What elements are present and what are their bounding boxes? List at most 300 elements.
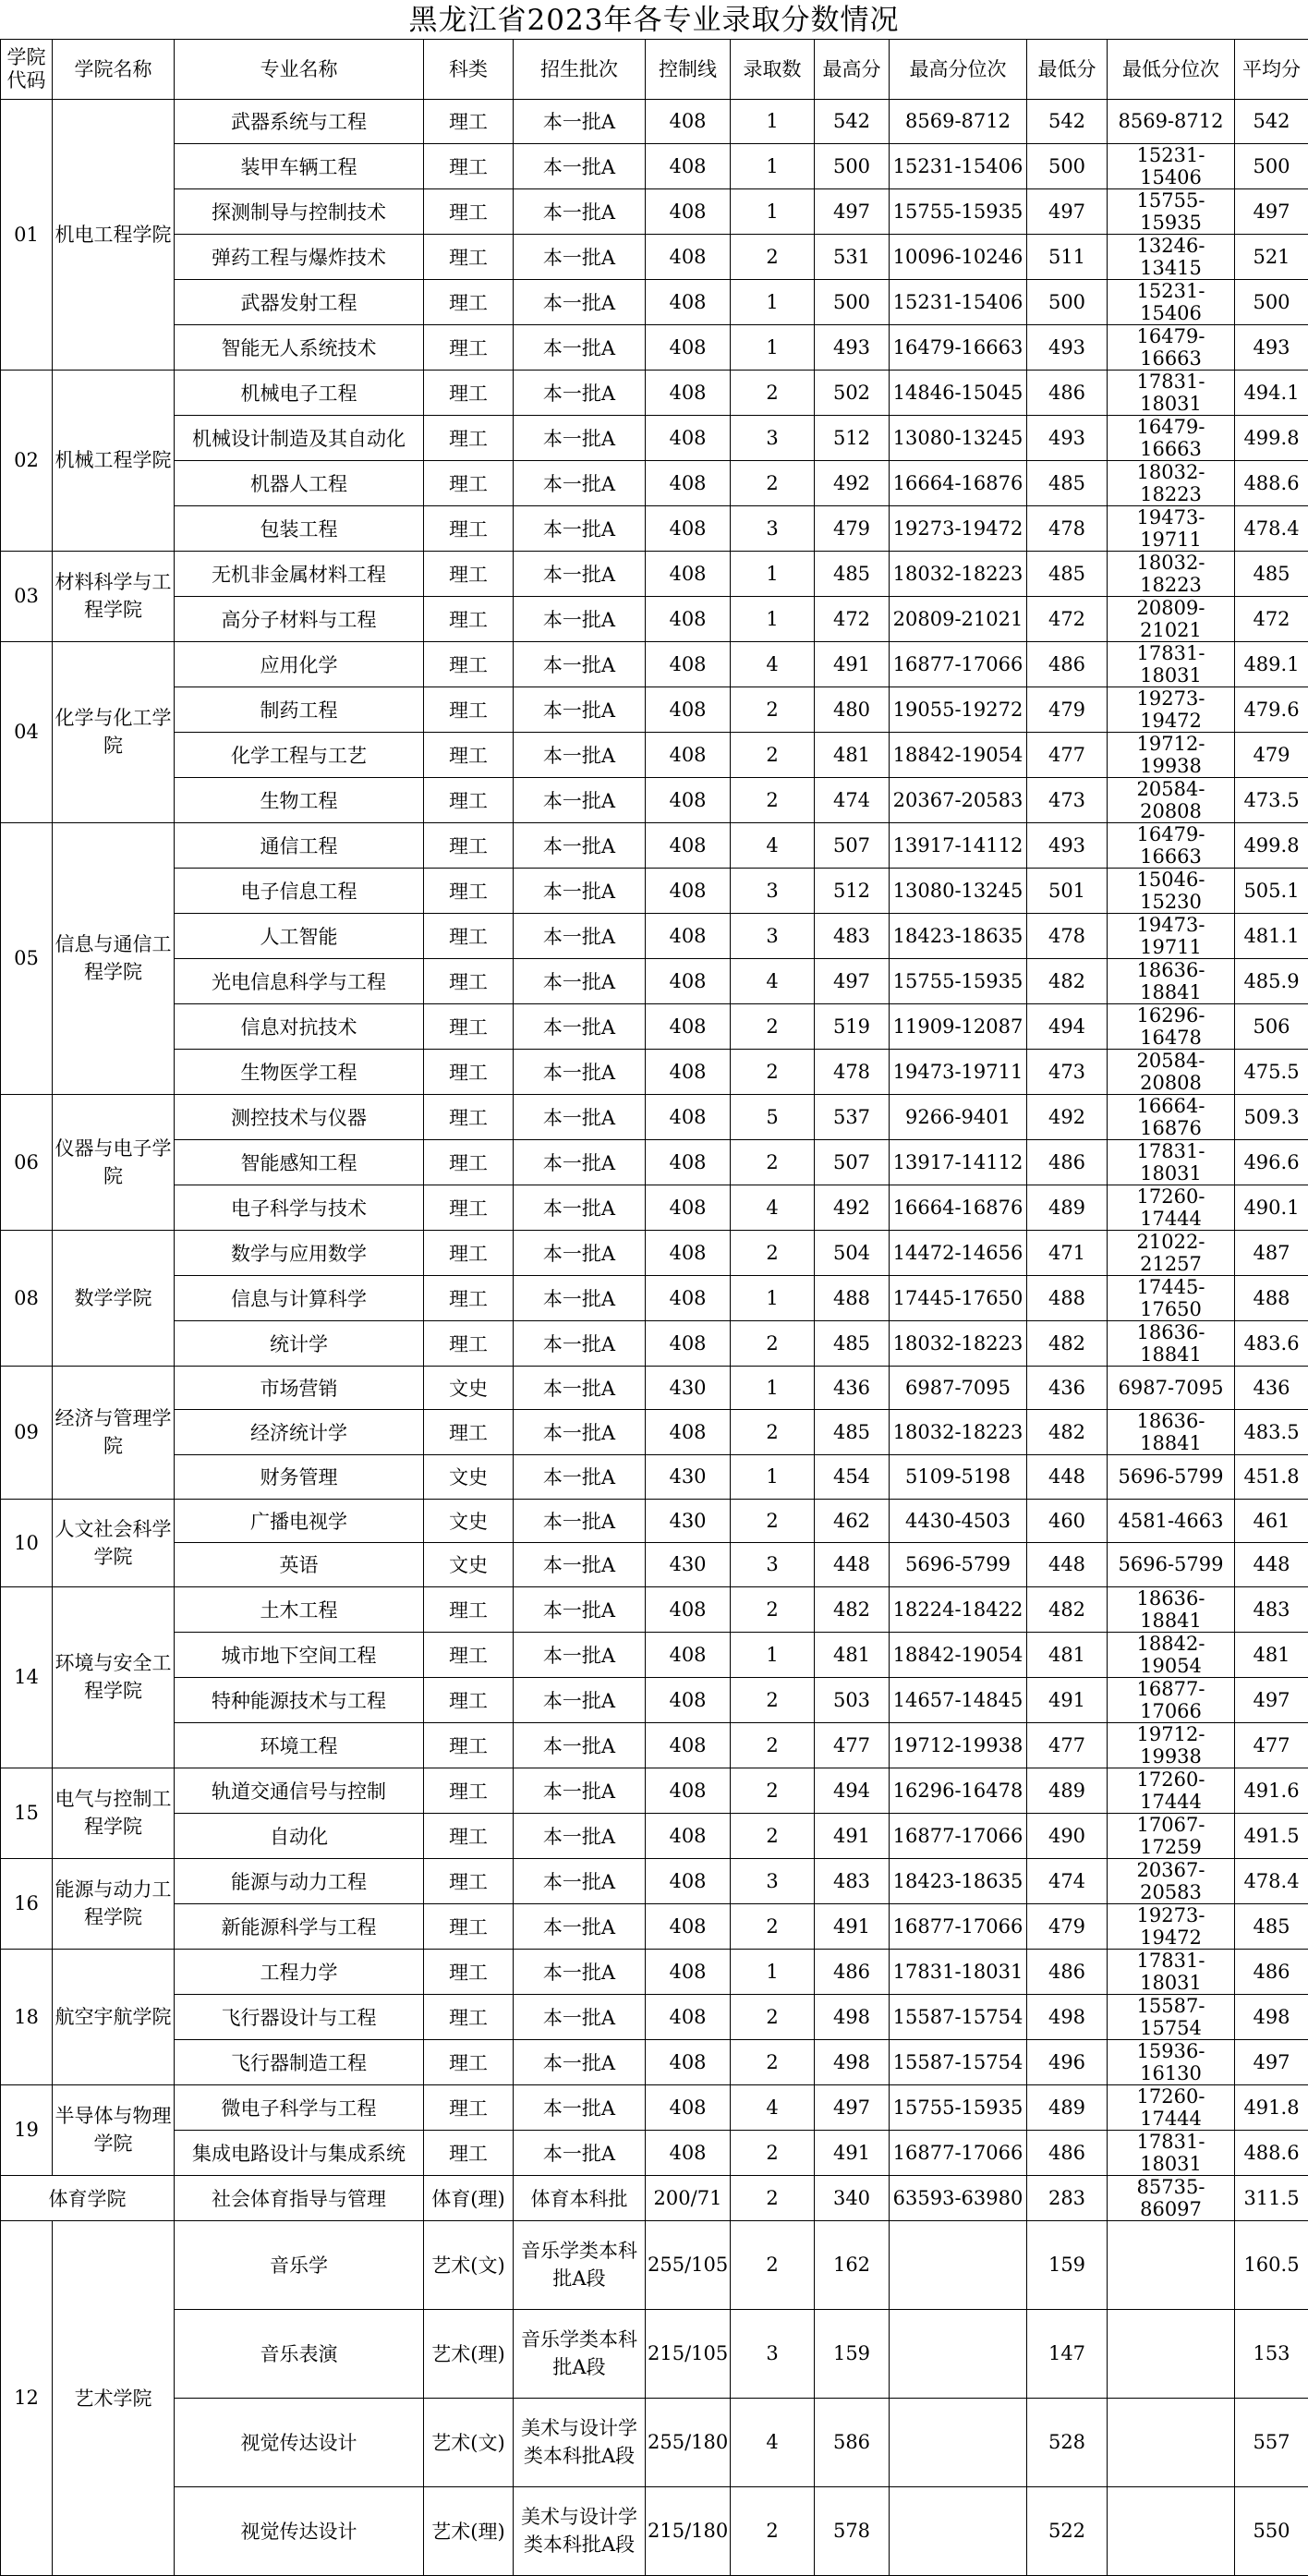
table-cell: 2 [731,1813,815,1858]
table-cell: 408 [646,687,731,732]
table-cell: 497 [1027,188,1108,234]
table-row [1,2130,1308,2175]
table-cell: 3 [731,415,815,460]
college-name: 信息与通信工程学院 [53,822,175,1094]
table-cell: 408 [646,913,731,958]
table-cell: 19712-19938 [1108,732,1235,777]
table-cell: 528 [1027,2398,1108,2486]
college-code: 19 [1,2084,53,2175]
table-cell: 491.8 [1235,2084,1308,2130]
table-cell: 471 [1027,1230,1108,1275]
table-cell: 473 [1027,777,1108,822]
table-cell: 521 [1235,234,1308,279]
table-cell: 本一批A [514,1994,646,2039]
table-cell: 408 [646,143,731,188]
table-cell: 理工 [424,100,514,144]
table-cell: 408 [646,1858,731,1903]
table-cell: 477 [1235,1722,1308,1768]
table-row [1,1320,1308,1366]
table-cell: 本一批A [514,2039,646,2084]
table-cell: 人工智能 [175,913,424,958]
table-cell [1108,2309,1235,2398]
table-cell: 491 [815,641,890,687]
table-cell: 499.8 [1235,415,1308,460]
table-cell: 509.3 [1235,1094,1308,1139]
table-row [1,1994,1308,2039]
table-cell: 理工 [424,1275,514,1320]
table-row [1,1139,1308,1185]
table-cell: 498 [815,1994,890,2039]
header-cell: 最高分 [815,40,890,100]
table-cell: 2 [731,1994,815,2039]
table-cell: 本一批A [514,822,646,868]
table-cell: 519 [815,1003,890,1049]
table-cell: 理工 [424,822,514,868]
table-cell: 586 [815,2398,890,2486]
table-cell: 477 [815,1722,890,1768]
table-cell: 486 [1027,1139,1108,1185]
header-cell: 专业名称 [175,40,424,100]
table-cell: 340 [815,2175,890,2220]
table-row [1,1768,1308,1813]
table-cell: 6987-7095 [890,1366,1027,1410]
table-cell: 408 [646,1139,731,1185]
table-cell: 487 [1235,1230,1308,1275]
table-cell: 489.1 [1235,641,1308,687]
table-cell: 478.4 [1235,1858,1308,1903]
table-cell: 454 [815,1455,890,1500]
college-name: 人文社会科学学院 [53,1499,175,1586]
table-cell: 14846-15045 [890,370,1027,415]
table-cell: 2 [731,2220,815,2309]
table-cell: 18636-18841 [1108,958,1235,1003]
table-cell: 4 [731,2398,815,2486]
table-cell: 理工 [424,324,514,370]
table-cell: 408 [646,868,731,913]
table-cell: 480 [815,687,890,732]
table-cell: 15936-16130 [1108,2039,1235,2084]
header-cell: 最低分位次 [1108,40,1235,100]
table-cell: 482 [1027,1410,1108,1455]
table-cell: 本一批A [514,1586,646,1632]
table-cell: 19473-19711 [1108,913,1235,958]
table-cell: 1 [731,100,815,144]
table-row [1,1049,1308,1094]
table-cell: 505.1 [1235,868,1308,913]
table-cell: 16664-16876 [890,460,1027,505]
table-cell: 18224-18422 [890,1586,1027,1632]
table-cell: 本一批A [514,596,646,641]
table-cell: 17260-17444 [1108,1768,1235,1813]
table-cell: 15755-15935 [1108,188,1235,234]
table-row [1,1903,1308,1949]
table-cell: 高分子材料与工程 [175,596,424,641]
header-cell: 录取数 [731,40,815,100]
table-row [1,1366,1308,1410]
table-cell: 飞行器制造工程 [175,2039,424,2084]
table-cell: 微电子科学与工程 [175,2084,424,2130]
table-cell: 16664-16876 [890,1185,1027,1230]
table-cell: 本一批A [514,868,646,913]
table-cell: 本一批A [514,1094,646,1139]
table-cell: 5696-5799 [1108,1455,1235,1500]
table-cell: 9266-9401 [890,1094,1027,1139]
table-cell: 497 [815,2084,890,2130]
table-cell: 200/71 [646,2175,731,2220]
table-cell: 信息与计算科学 [175,1275,424,1320]
table-cell: 17831-18031 [1108,1949,1235,1994]
table-cell: 本一批A [514,324,646,370]
table-cell: 491 [1027,1677,1108,1722]
table-cell: 本一批A [514,143,646,188]
table-cell: 408 [646,551,731,596]
table-cell: 20809-21021 [1108,596,1235,641]
table-cell: 504 [815,1230,890,1275]
table-cell: 生物工程 [175,777,424,822]
table-cell: 255/180 [646,2398,731,2486]
table-cell: 理工 [424,1586,514,1632]
table-cell: 448 [1027,1455,1108,1500]
table-cell: 2 [731,1320,815,1366]
table-cell: 481 [1235,1632,1308,1677]
table-cell: 500 [1027,279,1108,324]
table-cell: 531 [815,234,890,279]
table-cell: 2 [731,1139,815,1185]
table-cell: 2 [731,1903,815,1949]
table-cell: 436 [1027,1366,1108,1410]
table-cell: 11909-12087 [890,1003,1027,1049]
table-cell: 408 [646,2039,731,2084]
table-cell: 18423-18635 [890,1858,1027,1903]
table-cell: 448 [1235,1543,1308,1587]
table-cell: 522 [1027,2486,1108,2575]
table-cell: 506 [1235,1003,1308,1049]
table-cell: 17260-17444 [1108,1185,1235,1230]
table-row [1,596,1308,641]
table-cell: 475.5 [1235,1049,1308,1094]
table-cell: 武器系统与工程 [175,100,424,144]
table-cell: 408 [646,505,731,551]
table-cell: 485 [1235,1903,1308,1949]
table-cell: 环境工程 [175,1722,424,1768]
table-cell: 408 [646,1768,731,1813]
table-cell [890,2220,1027,2309]
table-cell: 478 [1027,913,1108,958]
table-cell: 215/180 [646,2486,731,2575]
table-cell: 武器发射工程 [175,279,424,324]
table-cell: 2 [731,1499,815,1543]
table-cell: 2 [731,1677,815,1722]
table-cell: 460 [1027,1499,1108,1543]
table-cell: 16877-17066 [890,2130,1027,2175]
table-cell: 408 [646,732,731,777]
table-cell: 新能源科学与工程 [175,1903,424,1949]
college-name: 机械工程学院 [53,370,175,551]
table-cell [1108,2220,1235,2309]
table-cell: 5 [731,1094,815,1139]
header-cell: 控制线 [646,40,731,100]
table-cell: 3 [731,505,815,551]
table-row [1,2398,1308,2486]
header-cell: 学院代码 [1,40,53,100]
table-cell: 408 [646,822,731,868]
table-cell: 485 [815,1410,890,1455]
table-cell: 2 [731,2175,815,2220]
table-cell: 理工 [424,460,514,505]
table-cell: 489 [1027,2084,1108,2130]
table-cell: 408 [646,1677,731,1722]
table-row [1,958,1308,1003]
table-cell: 474 [815,777,890,822]
table-cell: 17831-18031 [1108,1139,1235,1185]
table-cell: 15231-15406 [1108,279,1235,324]
table-cell: 451.8 [1235,1455,1308,1500]
table-cell: 艺术(理) [424,2486,514,2575]
table-cell: 3 [731,2309,815,2398]
table-cell: 机械设计制造及其自动化 [175,415,424,460]
table-cell: 485.9 [1235,958,1308,1003]
table-cell: 光电信息科学与工程 [175,958,424,1003]
table-cell: 智能无人系统技术 [175,324,424,370]
table-cell: 理工 [424,777,514,822]
table-row [1,2486,1308,2575]
table-cell: 2 [731,1586,815,1632]
table-cell: 理工 [424,234,514,279]
table-cell: 19712-19938 [1108,1722,1235,1768]
table-row [1,913,1308,958]
table-cell: 4430-4503 [890,1499,1027,1543]
table-row [1,2220,1308,2309]
table-cell: 18032-18223 [1108,551,1235,596]
table-cell: 488 [1235,1275,1308,1320]
table-cell: 16479-16663 [890,324,1027,370]
table-row [1,777,1308,822]
table-cell: 499.8 [1235,822,1308,868]
table-row [1,1722,1308,1768]
table-cell: 497 [1235,2039,1308,2084]
table-cell: 13080-13245 [890,415,1027,460]
table-cell: 16664-16876 [1108,1094,1235,1139]
table-cell: 理工 [424,188,514,234]
table-row [1,1410,1308,1455]
table-cell: 1 [731,1949,815,1994]
table-cell: 491 [815,1813,890,1858]
table-cell: 3 [731,913,815,958]
table-cell: 音乐学类本科批A段 [514,2309,646,2398]
table-cell: 理工 [424,913,514,958]
table-cell: 493 [1027,324,1108,370]
page-title: 黑龙江省2023年各专业录取分数情况 [0,0,1308,39]
table-cell: 408 [646,188,731,234]
table-cell: 491.6 [1235,1768,1308,1813]
college-name: 化学与化工学院 [53,641,175,822]
table-cell: 18423-18635 [890,913,1027,958]
table-cell: 13080-13245 [890,868,1027,913]
table-row [1,2309,1308,2398]
table-cell: 测控技术与仪器 [175,1094,424,1139]
table-cell: 486 [1027,2130,1108,2175]
table-cell: 4 [731,1185,815,1230]
table-cell: 477 [1027,1722,1108,1768]
table-cell: 本一批A [514,188,646,234]
college-name: 仪器与电子学院 [53,1094,175,1230]
college-name: 电气与控制工程学院 [53,1768,175,1858]
table-cell: 2 [731,1049,815,1094]
table-cell: 492 [815,1185,890,1230]
table-cell: 本一批A [514,1949,646,1994]
table-cell: 13917-14112 [890,1139,1027,1185]
table-cell: 17445-17650 [890,1275,1027,1320]
table-cell: 艺术(文) [424,2220,514,2309]
table-cell: 16877-17066 [1108,1677,1235,1722]
table-cell: 500 [1027,143,1108,188]
table-cell: 430 [646,1455,731,1500]
table-cell: 4 [731,822,815,868]
table-cell: 494 [1027,1003,1108,1049]
table-cell: 19473-19711 [890,1049,1027,1094]
table-cell: 485 [815,551,890,596]
table-cell: 542 [1235,100,1308,144]
table-cell: 482 [1027,1586,1108,1632]
table-cell: 音乐学 [175,2220,424,2309]
table-cell: 488 [815,1275,890,1320]
table-cell: 市场营销 [175,1366,424,1410]
table-cell: 19273-19472 [1108,1903,1235,1949]
table-cell: 本一批A [514,1903,646,1949]
table-cell: 2 [731,2039,815,2084]
table-cell: 16479-16663 [1108,822,1235,868]
table-cell: 探测制导与控制技术 [175,188,424,234]
table-cell: 理工 [424,370,514,415]
table-cell: 理工 [424,732,514,777]
table-cell: 15587-15754 [1108,1994,1235,2039]
table-cell: 493 [815,324,890,370]
table-cell: 408 [646,1230,731,1275]
table-cell: 408 [646,2084,731,2130]
table-cell: 408 [646,1094,731,1139]
table-cell: 15587-15754 [890,1994,1027,2039]
table-cell: 498 [815,2039,890,2084]
table-cell: 461 [1235,1499,1308,1543]
table-cell: 16877-17066 [890,641,1027,687]
table-cell: 159 [1027,2220,1108,2309]
college-code: 01 [1,100,53,371]
table-cell: 广播电视学 [175,1499,424,1543]
college-code: 06 [1,1094,53,1230]
table-cell: 本一批A [514,1049,646,1094]
header-cell: 学院名称 [53,40,175,100]
table-cell: 数学与应用数学 [175,1230,424,1275]
table-cell: 507 [815,1139,890,1185]
table-cell: 162 [815,2220,890,2309]
table-cell: 408 [646,1410,731,1455]
table-cell: 436 [815,1366,890,1410]
table-cell: 2 [731,234,815,279]
table-cell: 2 [731,1230,815,1275]
college-name: 体育学院 [1,2175,175,2220]
table-row [1,1230,1308,1275]
table-cell: 理工 [424,1677,514,1722]
table-cell: 18636-18841 [1108,1586,1235,1632]
table-cell: 483 [815,1858,890,1903]
table-cell: 500 [1235,143,1308,188]
table-cell: 本一批A [514,1543,646,1587]
table-cell: 430 [646,1366,731,1410]
table-cell: 理工 [424,1768,514,1813]
table-cell: 492 [815,460,890,505]
table-cell: 408 [646,2130,731,2175]
table-cell: 85735-86097 [1108,2175,1235,2220]
table-cell: 理工 [424,279,514,324]
table-cell: 408 [646,777,731,822]
college-code: 14 [1,1586,53,1768]
table-cell: 智能感知工程 [175,1139,424,1185]
table-cell: 本一批A [514,1366,646,1410]
table-cell: 通信工程 [175,822,424,868]
college-code: 09 [1,1366,53,1499]
header-cell: 平均分 [1235,40,1308,100]
table-cell: 理工 [424,868,514,913]
table-cell: 430 [646,1543,731,1587]
table-cell: 436 [1235,1366,1308,1410]
table-cell: 理工 [424,143,514,188]
table-cell: 493 [1027,415,1108,460]
admission-table [0,39,1308,2576]
table-cell: 16296-16478 [1108,1003,1235,1049]
table-cell: 18032-18223 [890,551,1027,596]
table-cell: 20584-20808 [1108,1049,1235,1094]
table-cell: 408 [646,1903,731,1949]
table-cell: 2 [731,732,815,777]
table-cell: 478.4 [1235,505,1308,551]
table-cell: 17831-18031 [1108,2130,1235,2175]
college-code: 16 [1,1858,53,1949]
table-cell: 14472-14656 [890,1230,1027,1275]
table-cell: 理工 [424,2130,514,2175]
table-cell: 18636-18841 [1108,1320,1235,1366]
table-cell: 美术与设计学类本科批A段 [514,2398,646,2486]
table-cell: 1 [731,143,815,188]
table-cell: 理工 [424,1003,514,1049]
table-cell: 408 [646,100,731,144]
table-cell: 482 [815,1586,890,1632]
table-cell: 4 [731,2084,815,2130]
college-code: 04 [1,641,53,822]
table-cell: 18032-18223 [1108,460,1235,505]
table-cell: 本一批A [514,777,646,822]
table-cell: 478 [815,1049,890,1094]
table-row [1,100,1308,144]
table-cell: 511 [1027,234,1108,279]
table-cell: 理工 [424,687,514,732]
table-cell: 17067-17259 [1108,1813,1235,1858]
table-cell: 15231-15406 [890,279,1027,324]
college-code: 02 [1,370,53,551]
table-cell: 生物医学工程 [175,1049,424,1094]
table-cell: 408 [646,1049,731,1094]
table-cell: 理工 [424,1903,514,1949]
college-code: 05 [1,822,53,1094]
table-cell: 153 [1235,2309,1308,2398]
table-row [1,2175,1308,2220]
table-cell: 19273-19472 [890,505,1027,551]
table-cell: 15231-15406 [1108,143,1235,188]
table-cell: 550 [1235,2486,1308,2575]
table-cell: 473.5 [1235,777,1308,822]
table-cell: 479 [1235,732,1308,777]
table-cell: 理工 [424,1994,514,2039]
table-cell: 特种能源技术与工程 [175,1677,424,1722]
